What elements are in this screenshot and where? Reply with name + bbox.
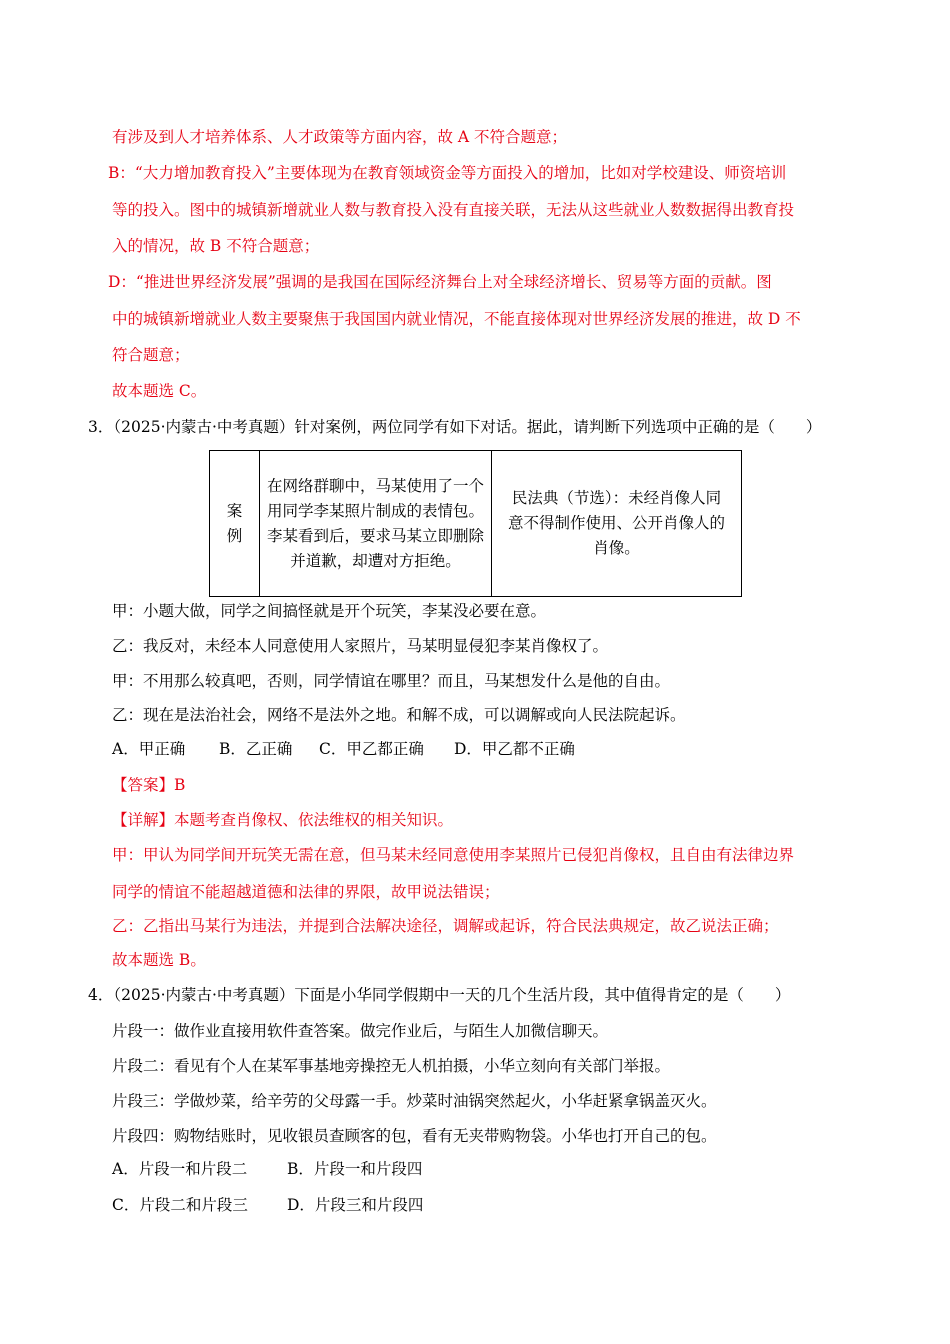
q4-stem-text: （2025·内蒙古·中考真题）下面是小华同学假期中一天的几个生活片段，其中值得肯定的是（ ） [113, 986, 791, 1004]
q4-options-row2 [112, 1195, 423, 1215]
q4-option-c[interactable]: C．片段二和片段三 [112, 1196, 248, 1214]
q2-analysis-line: 符合题意； [112, 346, 190, 364]
q3-stem-text: （2025·内蒙古·中考真题）针对案例，两位同学有如下对话。据此，请判断下列选项中正确的是（ ） [113, 418, 822, 436]
q3-analysis-line: 同学的情谊不能超越道德和法律的界限，故甲说法错误； [112, 883, 500, 901]
q4-fragment: 片段三：学做炒菜，给辛劳的父母露一手。炒菜时油锅突然起火，小华赶紧拿锅盖灭火。 [112, 1092, 717, 1110]
q3-dialogue-line: 乙：现在是法治社会，网络不是法外之地。和解不成，可以调解或向人民法院起诉。 [112, 706, 686, 724]
q3-dialogue-line: 甲：小题大做，同学之间搞怪就是开个玩笑，李某没必要在意。 [112, 602, 547, 620]
q3-stem [88, 417, 821, 437]
q3-options [112, 739, 575, 759]
q2-analysis-line: 等的投入。图中的城镇新增就业人数与教育投入没有直接关联，无法从这些就业人数数据得出教育投 [112, 201, 795, 219]
q2-analysis-line: B：“大力增加教育投入”主要体现为在教育领域资金等方面投入的增加，比如对学校建设、师资培训 [108, 164, 787, 182]
q4-fragment: 片段二：看见有个人在某军事基地旁操控无人机拍摄，小华立刻向有关部门举报。 [112, 1057, 671, 1075]
q2-conclusion: 故本题选 C。 [112, 382, 207, 400]
q3-dialogue-line: 乙：我反对，未经本人同意使用人家照片，马某明显侵犯李某肖像权了。 [112, 637, 609, 655]
q3-analysis-line: 乙：乙指出马某行为违法，并提到合法解决途径，调解或起诉，符合民法典规定，故乙说法正确； [112, 917, 779, 935]
q3-option-d[interactable]: D．甲乙都不正确 [454, 740, 575, 758]
q2-analysis-line: 中的城镇新增就业人数主要聚焦于我国国内就业情况，不能直接体现对世界经济发展的推进，故 D 不 [112, 310, 801, 328]
q3-analysis-line: 【详解】本题考查肖像权、依法维权的相关知识。 [112, 811, 454, 829]
q3-option-a[interactable]: A．甲正确 [112, 740, 186, 758]
q3-option-b[interactable]: B．乙正确 [219, 740, 293, 758]
q3-dialogue-line: 甲：不用那么较真吧，否则，同学情谊在哪里？而且，马某想发什么是他的自由。 [112, 672, 671, 690]
law-text-cell: 民法典（节选）：未经肖像人同意不得制作使用、公开肖像人的肖像。 [492, 451, 742, 597]
case-header-cell [210, 451, 260, 597]
q4-option-d[interactable]: D．片段三和片段四 [287, 1196, 424, 1214]
q2-analysis-line: 有涉及到人才培养体系、人才政策等方面内容，故 A 不符合题意； [112, 128, 568, 146]
case-header-char: 例 [226, 526, 243, 545]
q4-number: 4． [88, 986, 114, 1004]
case-text-cell: 在网络群聊中，马某使用了一个用同学李某照片制成的表情包。李某看到后，要求马某立即删除并道歉，却遭对方拒绝。 [260, 451, 492, 597]
q4-option-b[interactable]: B．片段一和片段四 [287, 1160, 423, 1178]
q3-analysis-line: 甲：甲认为同学间开玩笑无需在意，但马某未经同意使用李某照片已侵犯肖像权，且自由有法律边界 [112, 846, 795, 864]
q4-options-row1 [112, 1159, 422, 1179]
case-header-char: 案 [226, 501, 243, 520]
q2-analysis-line: 入的情况，故 B 不符合题意； [112, 237, 320, 255]
q4-stem [88, 985, 790, 1005]
q3-answer: 【答案】B [112, 776, 186, 794]
q3-case-table [209, 450, 742, 597]
q3-number: 3． [88, 418, 114, 436]
q3-conclusion: 故本题选 B。 [112, 951, 206, 969]
q4-fragment: 片段四：购物结账时，见收银员查顾客的包，看有无夹带购物袋。小华也打开自己的包。 [112, 1127, 717, 1145]
q2-analysis-line: D：“推进世界经济发展”强调的是我国在国际经济舞台上对全球经济增长、贸易等方面的贡献。图 [108, 273, 772, 291]
q4-option-a[interactable]: A．片段一和片段二 [112, 1160, 248, 1178]
q3-option-c[interactable]: C．甲乙都正确 [319, 740, 424, 758]
q4-fragment: 片段一：做作业直接用软件查答案。做完作业后，与陌生人加微信聊天。 [112, 1022, 609, 1040]
